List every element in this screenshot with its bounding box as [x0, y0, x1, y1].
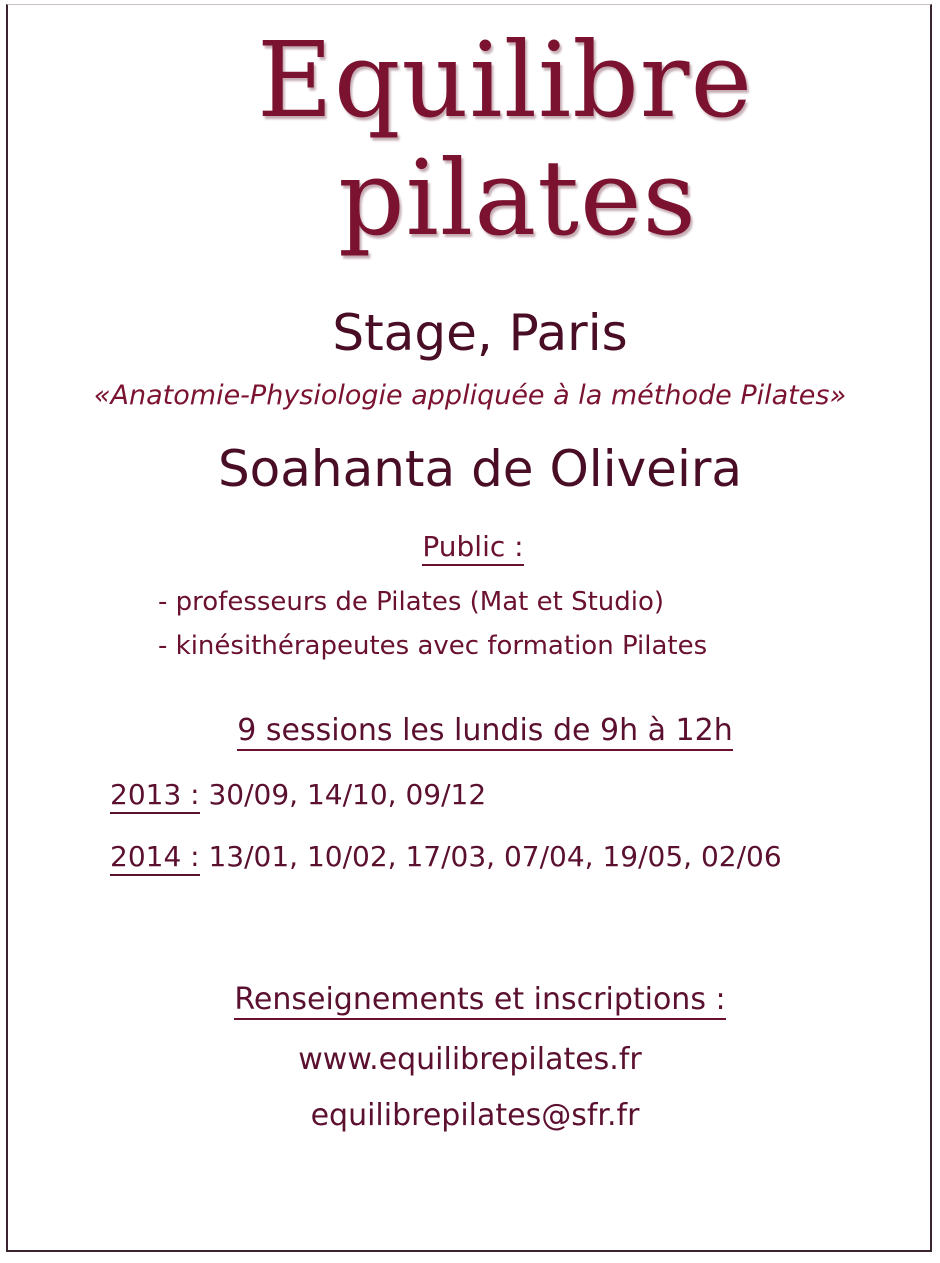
- course-subtitle: «Anatomie-Physiologie appliquée à la méthode Pilates»: [93, 380, 847, 411]
- website-link[interactable]: www.equilibrepilates.fr: [298, 1042, 642, 1077]
- public-heading-label: Public :: [422, 530, 523, 566]
- sessions-heading: [0, 713, 940, 748]
- page-title: Stage, Paris: [332, 304, 628, 362]
- email-link[interactable]: equilibrepilates@sfr.fr: [310, 1098, 640, 1133]
- instructor-name: Soahanta de Oliveira: [217, 440, 743, 498]
- year-label: 2014 :: [110, 840, 200, 876]
- year-label: 2013 :: [110, 778, 200, 814]
- dates-row-2013: [110, 778, 486, 811]
- public-heading: [0, 530, 940, 563]
- list-item: - professeurs de Pilates (Mat et Studio): [158, 587, 665, 617]
- contact-heading: [0, 982, 940, 1017]
- dates-list: 30/09, 14/10, 09/12: [199, 778, 487, 811]
- list-item: - kinésithérapeutes avec formation Pilates: [158, 631, 708, 661]
- logo-pilates: pilates: [338, 137, 697, 259]
- contact-heading-label: Renseignements et inscriptions :: [234, 982, 725, 1020]
- logo-equilibre: Equilibre: [256, 19, 754, 141]
- dates-row-2014: [110, 840, 782, 873]
- sessions-heading-label: 9 sessions les lundis de 9h à 12h: [237, 713, 732, 751]
- dates-list: 13/01, 10/02, 17/03, 07/04, 19/05, 02/06: [199, 840, 782, 873]
- public-list: [158, 580, 707, 668]
